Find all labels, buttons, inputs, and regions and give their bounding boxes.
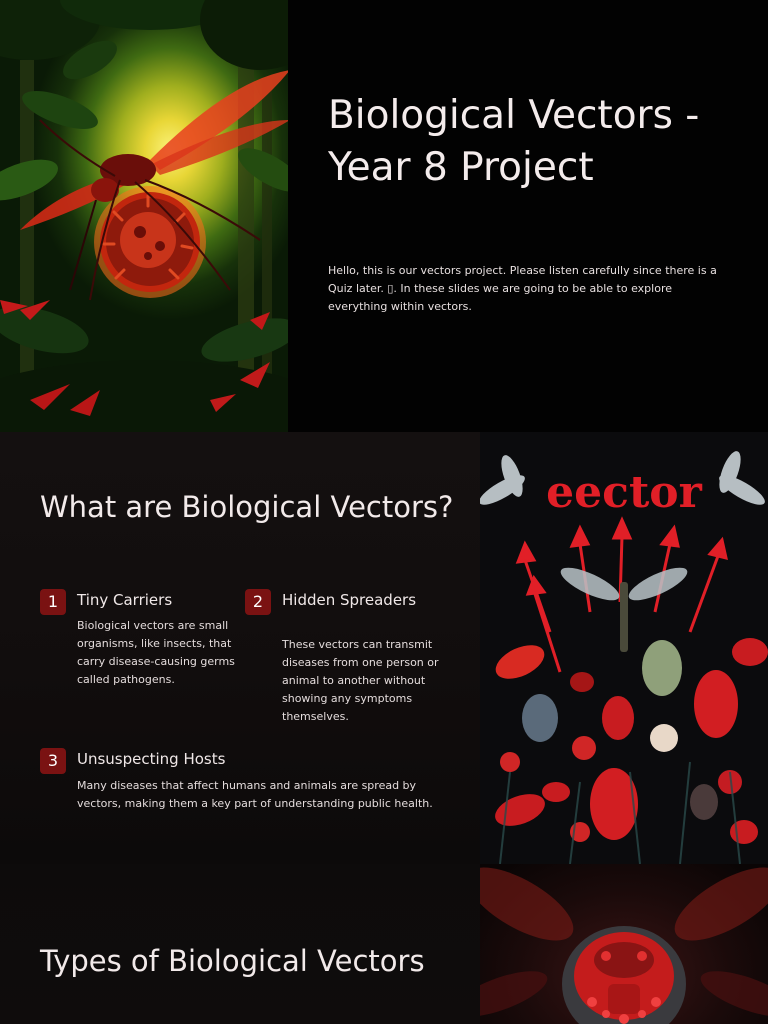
insects-illustration-icon <box>480 432 768 864</box>
slide-title <box>0 0 768 432</box>
page-title: Biological Vectors - Year 8 Project <box>328 93 700 190</box>
mosquito-virus-image <box>0 0 288 432</box>
item-title: Unsuspecting Hosts <box>77 750 226 768</box>
tick-illustration-icon <box>480 864 768 1024</box>
mosquito-illustration-icon <box>0 0 288 432</box>
intro-text: Hello, this is our vectors project. Please listen carefully since there is a Quiz later. ▯. In these slides we are going to be able to explore everything within vectors. <box>328 264 717 313</box>
image-caption-text: eector <box>546 467 702 518</box>
tick-closeup-image <box>480 864 768 1024</box>
slide-what-are-vectors <box>0 432 768 864</box>
item-number-badge: 2 <box>245 589 271 615</box>
item-body: Biological vectors are small organisms, like insects, that carry disease-causing germs called pathogens. <box>77 619 235 686</box>
item-title: Tiny Carriers <box>77 591 173 609</box>
item-number-badge: 1 <box>40 589 66 615</box>
slide3-content <box>0 864 480 1024</box>
section-title: What are Biological Vectors? <box>40 490 454 524</box>
insect-vectors-image <box>480 432 768 864</box>
item-body: These vectors can transmit diseases from one person or animal to another without showing any symptoms themselves. <box>282 638 439 723</box>
slide-types-of-vectors <box>0 864 768 1024</box>
item-title: Hidden Spreaders <box>282 591 417 609</box>
item-number-badge: 3 <box>40 748 66 774</box>
slide2-content <box>0 432 480 864</box>
item-body: Many diseases that affect humans and animals are spread by vectors, making them a key part of understanding public health. <box>77 779 433 810</box>
section-title: Types of Biological Vectors <box>40 944 425 978</box>
